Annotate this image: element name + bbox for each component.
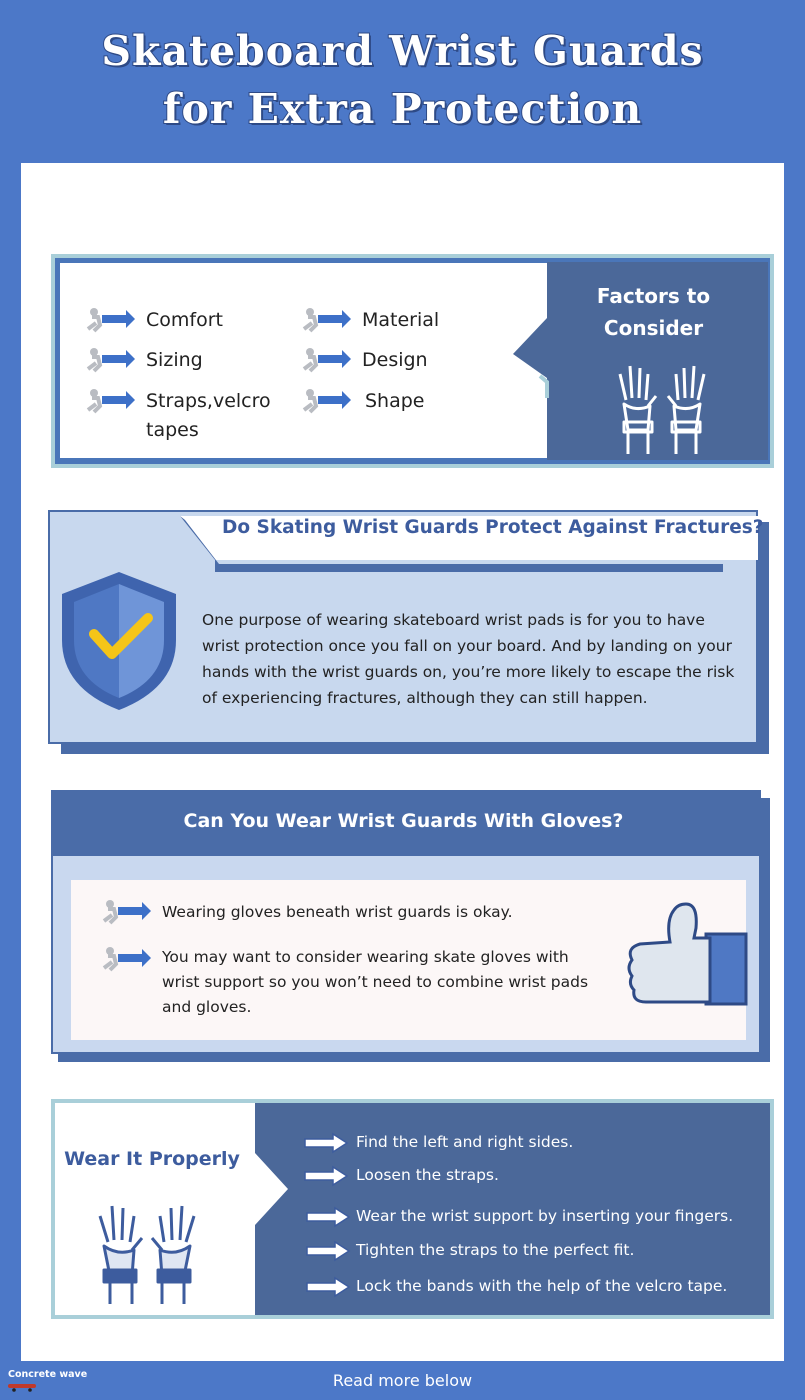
wrist-guard-icon: [92, 1200, 202, 1306]
factor-sizing: Sizing: [146, 349, 203, 371]
factors-heading: Factors to Consider: [596, 284, 711, 340]
runner-arrow-icon: [84, 388, 136, 414]
gloves-point-2: You may want to consider wearing skate gloves with wrist support so you won’t need to combine wrist pads and gloves.: [162, 948, 589, 1016]
runner-arrow-icon: [84, 347, 136, 373]
arrow-right-icon: [303, 1165, 349, 1187]
wear-step-3: Wear the wrist support by inserting your fingers.: [356, 1207, 734, 1225]
runner-arrow-icon: [84, 307, 136, 333]
runner-arrow-icon: [300, 388, 352, 414]
factor-design: Design: [362, 349, 428, 371]
arrow-right-icon: [305, 1276, 351, 1298]
factor-material: Material: [362, 309, 440, 331]
factor-shape: Shape: [365, 390, 425, 412]
wear-step-4: Tighten the straps to the perfect fit.: [356, 1241, 635, 1259]
page-title: [0, 22, 805, 138]
wear-step-5: Lock the bands with the help of the velcro tape.: [356, 1277, 728, 1295]
runner-arrow-icon: [100, 946, 152, 972]
fractures-body: One purpose of wearing skateboard wrist pads is for you to have wrist protection once you fall on your board. And by landing on your hands with the wrist guards on, you’re more likely to escape the risk of experiencing fractures, although they can still happen.: [202, 611, 735, 707]
arrow-right-icon: [303, 1132, 349, 1154]
wear-step-2: Loosen the straps.: [356, 1166, 499, 1184]
shield-check-icon: [60, 570, 178, 712]
fractures-heading: Do Skating Wrist Guards Protect Against Fractures?: [222, 517, 764, 538]
gloves-point-1: Wearing gloves beneath wrist guards is okay.: [162, 903, 513, 921]
title-line-1: Skateboard Wrist Guards: [101, 27, 704, 75]
wear-heading: Wear It Properly: [64, 1148, 240, 1170]
thumbs-up-icon: [626, 898, 748, 1008]
logo-word-2: wave: [59, 1369, 88, 1380]
runner-arrow-icon: [100, 899, 152, 925]
logo-word-1: Concrete: [8, 1369, 57, 1380]
read-more-link[interactable]: Read more below: [332, 1371, 473, 1390]
gloves-heading: Can You Wear Wrist Guards With Gloves?: [183, 810, 624, 832]
wrist-guard-icon: [612, 360, 712, 456]
runner-arrow-icon: [300, 347, 352, 373]
runner-arrow-icon: [300, 307, 352, 333]
arrow-right-icon: [305, 1240, 351, 1262]
wear-step-1: Find the left and right sides.: [356, 1133, 574, 1151]
factor-straps: Straps,velcro tapes: [146, 390, 271, 441]
factor-comfort: Comfort: [146, 309, 223, 331]
arrow-right-icon: [305, 1206, 351, 1228]
title-line-2: for Extra Protection: [162, 85, 643, 133]
